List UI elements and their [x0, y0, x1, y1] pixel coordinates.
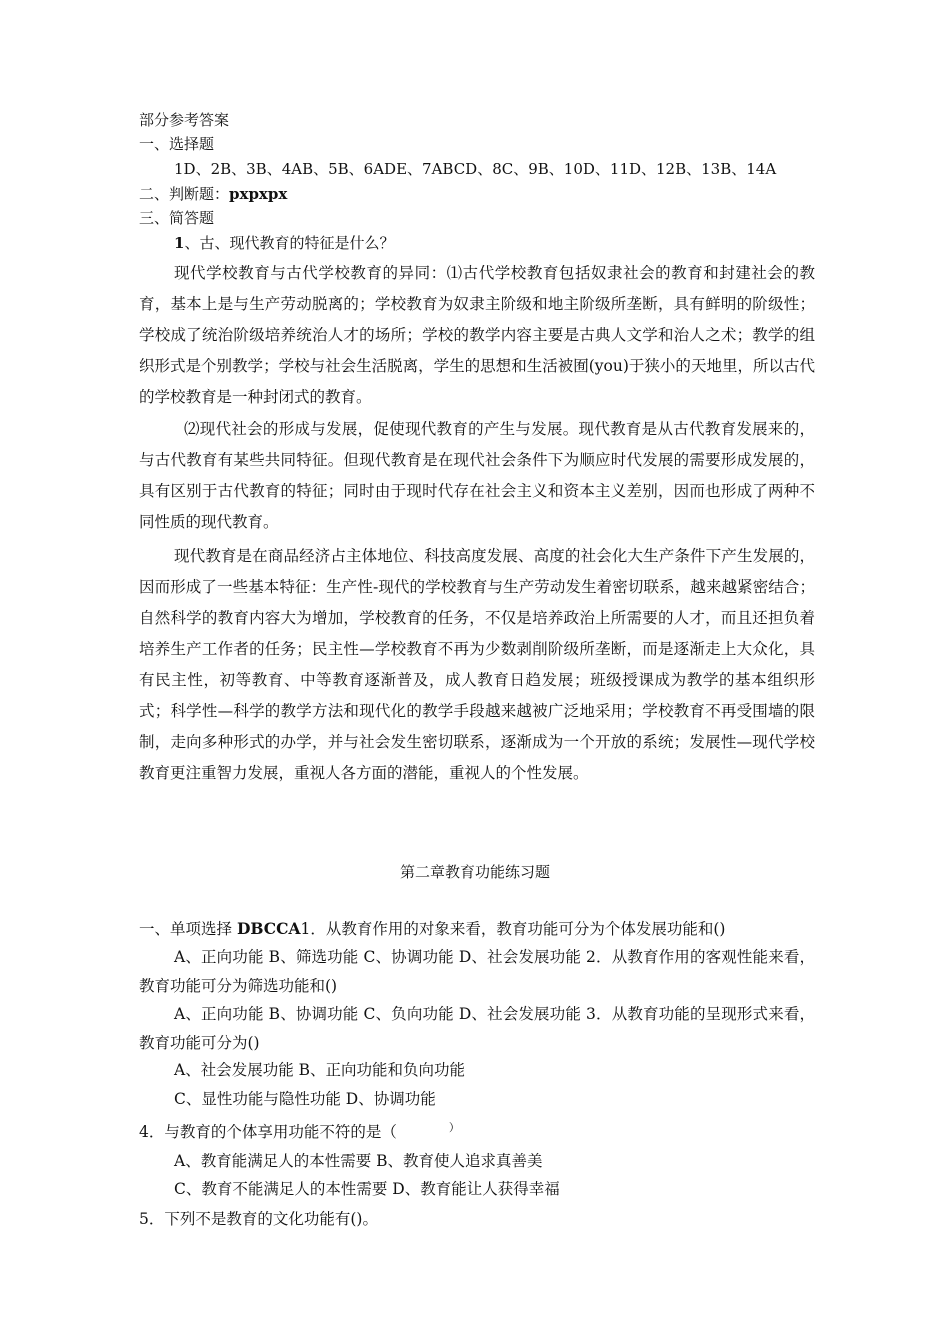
judge-label: 二、判断题： — [139, 185, 230, 203]
section-short-answer-heading: 三、简答题 — [139, 209, 215, 227]
mc-question-1-text: 1．从教育作用的对象来看，教育功能可分为个体发展功能和() — [300, 920, 726, 938]
choice-answers: 1D、2B、3B、4AB、5B、6ADE、7ABCD、8C、9B、10D、11D、12B、13B、14A — [174, 160, 777, 178]
mc-options-3-cd: C、显性功能与隐性功能 D、协调功能 — [174, 1090, 436, 1108]
answer-paragraph-3: 现代教育是在商品经济占主体地位、科技高度发展、高度的社会化大生产条件下产生发展的，因而形成了一些基本特征：生产性-现代的学校教育与生产劳动发生着密切联系，越来越紧密结合；自然科学的教育内容大为增加，学校教育的任务，不仅是培养政治上所需要的人才，而且还担负着培养生产工作者的任务；民主性—学校教育不再为少数剥削阶级所垄断，而是逐渐走上大众化，具有民主性，初等教育、中等教育逐渐普及，成人教育日趋发展；班级授课成为教学的基本组织形式；科学性—科学的教学方法和现代化的教学手段越来越被广泛地采用；学校教育不再受围墙的限制，走向多种形式的办学，并与社会发生密切联系，逐渐成为一个开放的系统；发展性—现代学校教育更注重智力发展，重视人各方面的潜能，重视人的个性发展。 — [139, 547, 815, 782]
mc-options-4-cd: C、教育不能满足人的本性需要 D、教育能让人获得幸福 — [174, 1180, 560, 1198]
mc-answers: DBCCA — [236, 919, 301, 938]
mc-question-4 — [139, 1119, 460, 1147]
mc-question-5: 5．下列不是教育的文化功能有()。 — [139, 1210, 378, 1228]
question-1-number: 1 — [174, 234, 185, 252]
mc-question-4-close: ） — [448, 1121, 460, 1134]
question-1 — [174, 231, 394, 255]
mc-options-4-ab: A、教育能满足人的本性需要 B、教育使人追求真善美 — [174, 1152, 543, 1170]
section-judge-heading — [139, 182, 287, 206]
mc-question-1 — [139, 914, 815, 944]
mc-options-1-question-2: A、正向功能 B、筛选功能 C、协调功能 D、社会发展功能 2．从教育作用的客观性能来看，教育功能可分为筛选功能和() — [139, 948, 815, 995]
answer-paragraph-2: ⑵现代社会的形成与发展，促使现代教育的产生与发展。现代教育是从古代教育发展来的，与古代教育有某些共同特征。但现代教育是在现代社会条件下为顺应时代发展的需要形成发展的，具有区别于古代教育的特征；同时由于现时代存在社会主义和资本主义差别，因而也形成了两种不同性质的现代教育。 — [139, 420, 815, 531]
mc-options-2-question-3: A、正向功能 B、协调功能 C、负向功能 D、社会发展功能 3．从教育功能的呈现形式来看，教育功能可分为() — [139, 1005, 815, 1052]
question-1-text: 、古、现代教育的特征是什么？ — [184, 234, 395, 252]
section-choice-heading: 一、选择题 — [139, 135, 215, 153]
mc-section-label: 一、单项选择 — [139, 920, 237, 938]
answer-paragraph-1: 现代学校教育与古代学校教育的异同：⑴古代学校教育包括奴隶社会的教育和封建社会的教育，基本上是与生产劳动脱离的；学校教育为奴隶主阶级和地主阶级所垄断，具有鲜明的阶级性；学校成了统治阶级培养统治人才的场所；学校的教学内容主要是古典人文学和治人之术；教学的组织形式是个别教学；学校与社会生活脱离，学生的思想和生活被囿(you)于狭小的天地里，所以古代的学校教育是一种封闭式的教育。 — [139, 264, 815, 406]
doc-title: 部分参考答案 — [139, 111, 230, 129]
mc-options-3-ab: A、社会发展功能 B、正向功能和负向功能 — [174, 1061, 466, 1079]
mc-question-4-text: 4．与教育的个体享用功能不符的是（ — [139, 1123, 397, 1141]
chapter-title: 第二章教育功能练习题 — [399, 863, 550, 881]
judge-answers: pxpxpx — [229, 185, 288, 203]
